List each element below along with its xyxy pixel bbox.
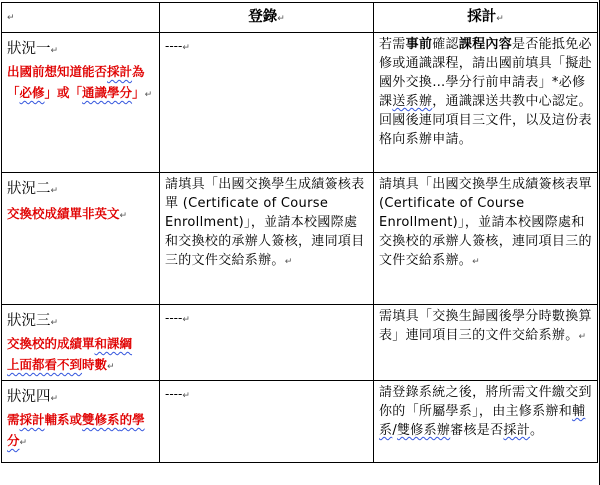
comparison-table	[1, 2, 598, 463]
table-header-row	[2, 3, 598, 33]
paragraph-mark: ↵	[7, 13, 15, 23]
situation-note: 出國前想知道能否採計為「必修」或「通識學分」↵	[7, 64, 153, 100]
login-cell: ----↵	[160, 33, 374, 173]
table-row	[2, 33, 598, 173]
situation-title: 狀況二↵	[7, 181, 59, 197]
header-caiji: 採計↵	[374, 3, 598, 33]
situation-title: 狀況一↵	[7, 41, 59, 57]
situation-title: 狀況三↵	[7, 313, 59, 329]
caiji-cell: 請填具「出國交換學生成績簽核表單 (Certificate of Course Enrollment)」，並請本校國際處和交換校的承辦人簽核，連同項目三的文件交給系辦。↵	[374, 173, 598, 305]
caiji-cell: 若需事前確認課程內容是否能抵免必修或通識課程，請出國前填具「擬赴國外交換…學分行前申請表」*必修課送系辦，通識課送共教中心認定。回國後連同項目三文件，以及這份表格向系辦申請。	[374, 33, 598, 173]
corner-cell	[2, 3, 160, 33]
login-cell: ----↵	[160, 305, 374, 381]
table-row	[2, 173, 598, 305]
caiji-cell: 需填具「交換生歸國後學分時數換算表」連同項目三的文件交給系辦。↵	[374, 305, 598, 381]
caiji-cell: 請登錄系統之後，將所需文件繳交到你的「所屬學系」，由主修系辦和輔系/雙修系辦審核是否採計。	[374, 381, 598, 463]
table-row	[2, 305, 598, 381]
situation-cell	[2, 305, 160, 381]
situation-cell	[2, 173, 160, 305]
login-cell: 請填具「出國交換學生成績簽核表單 (Certificate of Course Enrollment)」，並請本校國際處和交換校的承辦人簽核，連同項目三的文件交給系辦。↵	[160, 173, 374, 305]
header-login: 登錄↵	[160, 3, 374, 33]
situation-note: 需採計輔系或雙修系的學分↵	[7, 412, 145, 448]
situation-note: 交換校成績單非英文↵	[7, 206, 128, 221]
situation-note: 交換校的成績單和課綱 上面都看不到時數↵	[7, 336, 133, 372]
situation-cell	[2, 381, 160, 463]
situation-title: 狀況四↵	[7, 389, 59, 405]
login-cell: ----↵	[160, 381, 374, 463]
situation-cell	[2, 33, 160, 173]
table-row	[2, 381, 598, 463]
